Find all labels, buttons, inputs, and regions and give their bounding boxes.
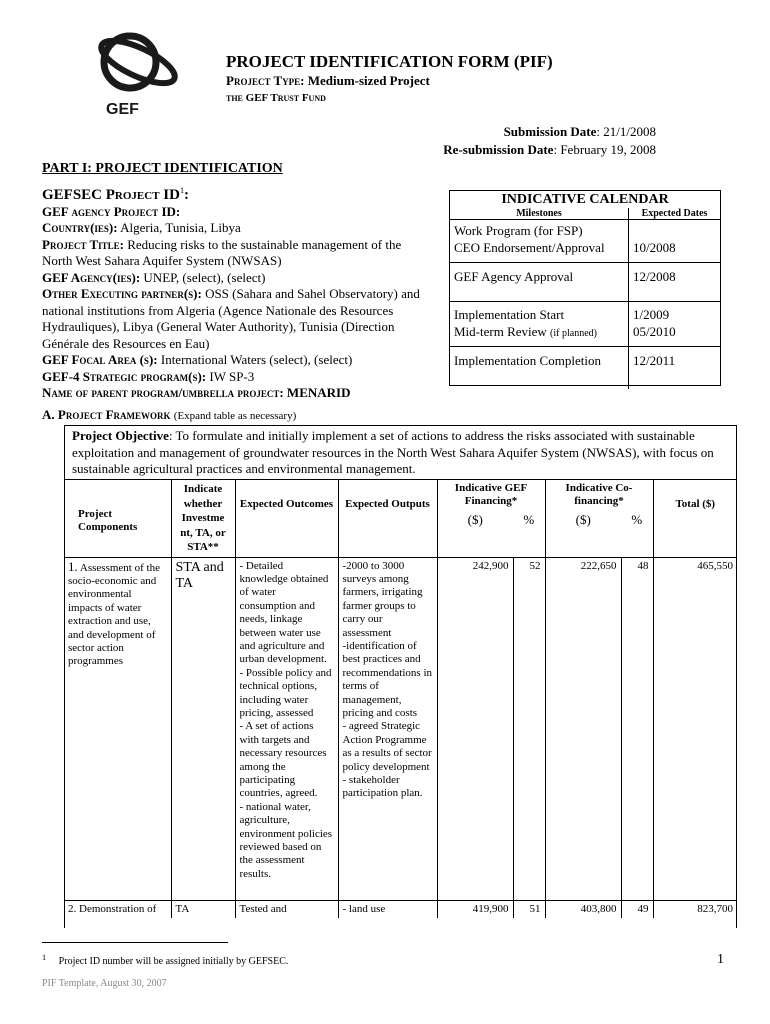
gef-globe-icon (84, 22, 194, 122)
agency-value: UNEP, (select), (select) (140, 269, 266, 285)
gef-percent-cell: 51 (513, 900, 545, 918)
header-cofin-dollar: ($) (545, 511, 621, 558)
calendar-table (450, 191, 720, 389)
agency-field (42, 270, 432, 287)
partners-field (42, 286, 432, 352)
total-cell: 823,700 (653, 900, 737, 918)
identification-fields (42, 183, 432, 402)
gef-logo (84, 22, 194, 122)
gefsec-id-field (42, 183, 432, 204)
footnote-ref: 1 (179, 186, 184, 195)
milestone-label: Implementation Start (454, 307, 565, 322)
milestone-date (633, 222, 716, 239)
header-indicate: Indicate whether Investme nt, TA, or STA** (171, 480, 235, 558)
page-number: 1 (717, 952, 724, 967)
partners-value: OSS (Sahara and Sahel Observatory) and national institutions from Algeria (Agence Nationale des Resources Hydrauliques), Libya (General Water Authority), Tunisia (Direction Générale des Resources en Eau) (42, 286, 420, 351)
gef-amount-cell: 419,900 (437, 900, 513, 918)
country-label: Country(ies): (42, 220, 118, 235)
header-outcomes: Expected Outcomes (235, 480, 338, 558)
type-cell: STA and TA (171, 557, 235, 900)
milestone-date: 12/2011 (633, 353, 676, 368)
section-a-label: A. Project Framework (42, 407, 171, 422)
submission-label: Submission Date (503, 124, 597, 139)
outcomes-cell: Tested and (235, 900, 338, 918)
milestone-date: 10/2008 (633, 240, 676, 255)
project-objective (72, 428, 732, 478)
calendar-row (450, 220, 629, 263)
type-cell: TA (171, 900, 235, 918)
gefsec-id-label: GEFSEC Project ID (42, 187, 180, 203)
calendar-col-milestones: Milestones (450, 208, 629, 220)
component-number: 2. (68, 902, 77, 915)
milestone-label: GEF Agency Approval (450, 263, 629, 302)
project-title-value: Reducing risks to the sustainable management of the North West Sahara Aquifer System (NWSAS) (42, 236, 402, 268)
table-row (64, 557, 737, 900)
template-footer: PIF Template, August 30, 2007 (42, 978, 167, 989)
indicative-calendar (449, 190, 721, 386)
table-header-row (64, 480, 737, 511)
agency-id-label: GEF agency Project ID: (42, 203, 181, 219)
calendar-row (450, 302, 629, 347)
milestone-label: CEO Endorsement/Approval (454, 240, 605, 255)
milestone-label: Mid-term Review (454, 324, 547, 339)
milestone-date: 05/2010 (633, 324, 676, 339)
component-text: Assessment of the socio-economic and environmental impacts of water extraction and use, and development of sector action programmes (68, 561, 160, 668)
outcomes-cell: - Detailed knowledge obtained of water consumption and needs, linkage between water use and agriculture and urban development. - Possible policy and technical options, including water pricing, assessed - A set of actions with targets and necessary resources among the participating countries, agreed. - national water, agriculture, environment policies reviewed based on the assessment results. (235, 557, 338, 900)
part1-heading: PART I: PROJECT IDENTIFICATION (42, 161, 283, 176)
calendar-title: INDICATIVE CALENDAR (501, 192, 669, 207)
parent-program-label: Name of parent program/umbrella project: (42, 385, 284, 400)
framework-table (64, 479, 737, 918)
milestone-label: Work Program (for FSP) (454, 223, 583, 238)
partners-label: Other Executing partner(s): (42, 286, 202, 301)
country-value: Algeria, Tunisia, Libya (117, 220, 241, 235)
gefsec-colon: : (183, 187, 189, 203)
calendar-col-dates: Expected Dates (641, 208, 708, 219)
project-type-value: Medium-sized Project (307, 73, 430, 88)
trust-fund: the GEF Trust Fund (226, 92, 326, 104)
component-cell (64, 557, 171, 900)
resubmission-date (0, 142, 656, 158)
objective-label: Project Objective (72, 428, 169, 443)
strategic-program-label: GEF-4 Strategic program(s): (42, 368, 207, 384)
header-total: Total ($) (653, 480, 737, 558)
cofin-percent-cell: 49 (621, 900, 653, 918)
cofin-percent-cell: 48 (621, 557, 653, 900)
table-row (64, 900, 737, 918)
section-a-heading (42, 407, 296, 423)
gef-percent-cell: 52 (513, 557, 545, 900)
agency-label: GEF Agency(ies): (42, 269, 141, 285)
header-gef-dollar: ($) (437, 511, 513, 558)
footnote-text: Project ID number will be assigned initially by GEFSEC. (58, 956, 289, 968)
parent-program-value: MENARID (283, 385, 351, 400)
outputs-cell: - land use (338, 900, 437, 918)
country-field (42, 220, 432, 237)
header-cofin-percent: % (621, 511, 653, 558)
milestone-date: 12/2008 (633, 269, 676, 284)
cofin-amount-cell: 222,650 (545, 557, 621, 900)
milestone-date: 1/2009 (633, 307, 670, 322)
total-cell: 465,550 (653, 557, 737, 900)
component-text: Demonstration of (79, 902, 157, 915)
footnote-divider (42, 942, 228, 943)
component-number: 1. (68, 558, 78, 574)
project-title-field (42, 237, 432, 270)
strategic-program-field (42, 369, 432, 386)
focal-area-label: GEF Focal Area (s): (42, 352, 158, 367)
milestone-note: (if planned) (550, 328, 597, 339)
calendar-date-cell (629, 302, 721, 347)
milestone-label: Implementation Completion (450, 347, 629, 390)
header-cofinancing: Indicative Co-financing* (545, 480, 653, 511)
project-type-label: Project Type: (226, 73, 305, 88)
parent-program-field (42, 385, 432, 402)
strategic-program-value: IW SP-3 (206, 368, 255, 384)
outputs-cell: -2000 to 3000 surveys among farmers, irrigating farmer groups to carry our assessment -identification of best practices and recommendations in terms of management, pricing and costs - agreed Strategic Action Programme as a results of sector policy development - stakeholder participation plan. (338, 557, 437, 900)
calendar-date-cell (629, 220, 721, 263)
logo-text: GEF (106, 101, 139, 118)
project-type (226, 73, 430, 89)
header-components: Project Components (64, 480, 171, 558)
resubmission-value: : February 19, 2008 (553, 142, 656, 157)
agency-id-field (42, 204, 432, 221)
cofin-amount-cell: 403,800 (545, 900, 621, 918)
resubmission-label: Re-submission Date (443, 142, 554, 157)
header-outputs: Expected Outputs (338, 480, 437, 558)
footnote-marker: 1 (42, 953, 47, 962)
gef-amount-cell: 242,900 (437, 557, 513, 900)
header-gef-financing: Indicative GEF Financing* (437, 480, 545, 511)
focal-area-value: International Waters (select), (select) (157, 352, 353, 367)
focal-area-field (42, 352, 432, 369)
objective-text: : To formulate and initially implement a set of actions to address the risks associated with sustainable exploitation and management of groundwater resources in the North West Sahara Aquifer System (NWSAS), with focus on sustainable agricultural practices and environmental management. (72, 428, 714, 476)
project-title-label: Project Title: (42, 236, 124, 252)
header-gef-percent: % (513, 511, 545, 558)
form-title: PROJECT IDENTIFICATION FORM (PIF) (226, 52, 553, 71)
section-a-note: (Expand table as necessary) (173, 410, 297, 422)
submission-value: : 21/1/2008 (596, 124, 656, 139)
component-cell (64, 900, 171, 918)
footnote (42, 953, 288, 967)
submission-date (0, 124, 656, 140)
